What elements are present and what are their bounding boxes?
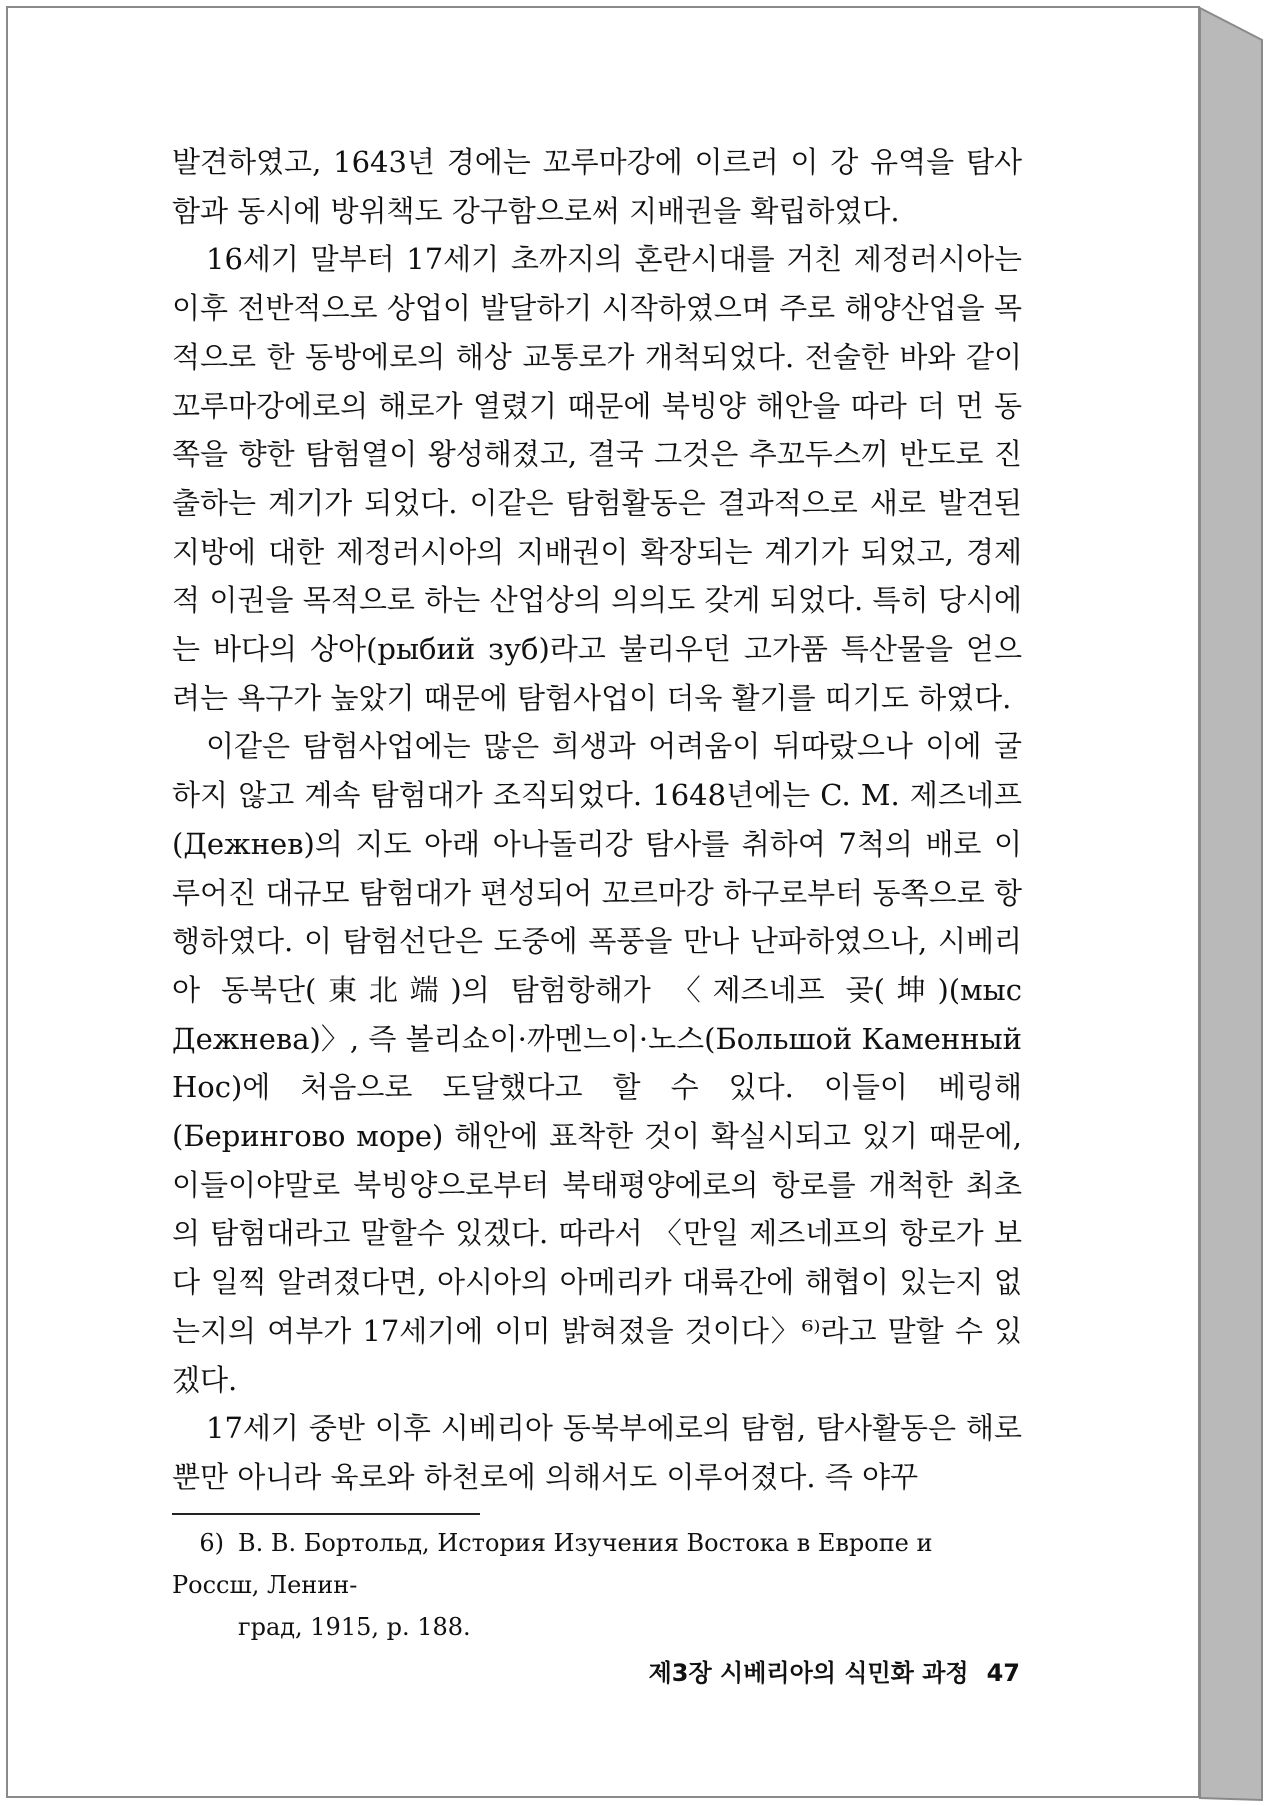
footnote-number: 6) bbox=[199, 1529, 224, 1557]
body-text bbox=[172, 138, 1022, 1502]
footnote bbox=[172, 1522, 1022, 1648]
chapter-title: 제3장 시베리아의 식민화 과정 bbox=[648, 1659, 969, 1687]
footnote-divider bbox=[172, 1513, 480, 1515]
paragraph: 16세기 말부터 17세기 초까지의 혼란시대를 거친 제정러시아는 이후 전반적으로 상업이 발달하기 시작하였으며 주로 해양산업을 목적으로 한 동방에로의 해상 교통로가 개척되었다. 전술한 바와 같이 꼬루마강에로의 해로가 열렸기 때문에 북빙양 해안을 따라 더 먼 동쪽을 향한 탐험열이 왕성해졌고, 결국 그것은 추꼬두스끼 반도로 진출하는 계기가 되었다. 이같은 탐험활동은 결과적으로 새로 발견된 지방에 대한 제정러시아의 지배권이 확장되는 계기가 되었고, 경제적 이권을 목적으로 하는 산업상의 의의도 갖게 되었다. 특히 당시에는 바다의 상아(рыбий зуб)라고 불리우던 고가품 특산물을 얻으려는 욕구가 높았기 때문에 탐험사업이 더욱 활기를 띠기도 하였다. bbox=[172, 242, 1022, 715]
footnote-line: В. В. Бортольд, История Изучения Востока в Европе и Россш, Ленин- bbox=[172, 1529, 933, 1599]
page-number: 47 bbox=[986, 1659, 1020, 1687]
paragraph: 이같은 탐험사업에는 많은 희생과 어려움이 뒤따랐으나 이에 굴하지 않고 계속 탐험대가 조직되었다. 1648년에는 C. M. 제즈네프(Дежнев)의 지도 아래 아나돌리강 탐사를 취하여 7척의 배로 이루어진 대규모 탐험대가 편성되어 꼬르마강 하구로부터 동쪽으로 항행하였다. 이 탐험선단은 도중에 폭풍을 만나 난파하였으나, 시베리아 동북단(東北端)의 탐험항해가 〈제즈네프 곶(坤)(мыс Дежнева)〉, 즉 볼리쇼이·까멘느이·노스(Большой Каменный Нос)에 처음으로 도달했다고 할 수 있다. 이들이 베링해(Берингово море) 해안에 표착한 것이 확실시되고 있기 때문에, 이들이야말로 북빙양으로부터 북태평양에로의 항로를 개척한 최초의 탐험대라고 말할수 있겠다. 따라서 〈만일 제즈네프의 항로가 보다 일찍 알려졌다면, 아시아의 아메리카 대륙간에 해협이 있는지 없는지의 여부가 17세기에 이미 밝혀졌을 것이다〉⁶⁾라고 말할 수 있겠다. bbox=[172, 729, 1023, 1397]
footnote-line: град, 1915, р. 188. bbox=[238, 1613, 471, 1641]
paragraph: 발견하였고, 1643년 경에는 꼬루마강에 이르러 이 강 유역을 탐사함과 동시에 방위책도 강구함으로써 지배권을 확립하였다. bbox=[172, 145, 1022, 228]
running-footer bbox=[600, 1653, 1020, 1688]
paragraph: 17세기 중반 이후 시베리아 동북부에로의 탐험, 탐사활동은 해로뿐만 아니라 육로와 하천로에 의해서도 이루어졌다. 즉 야꾸 bbox=[172, 1411, 1022, 1494]
